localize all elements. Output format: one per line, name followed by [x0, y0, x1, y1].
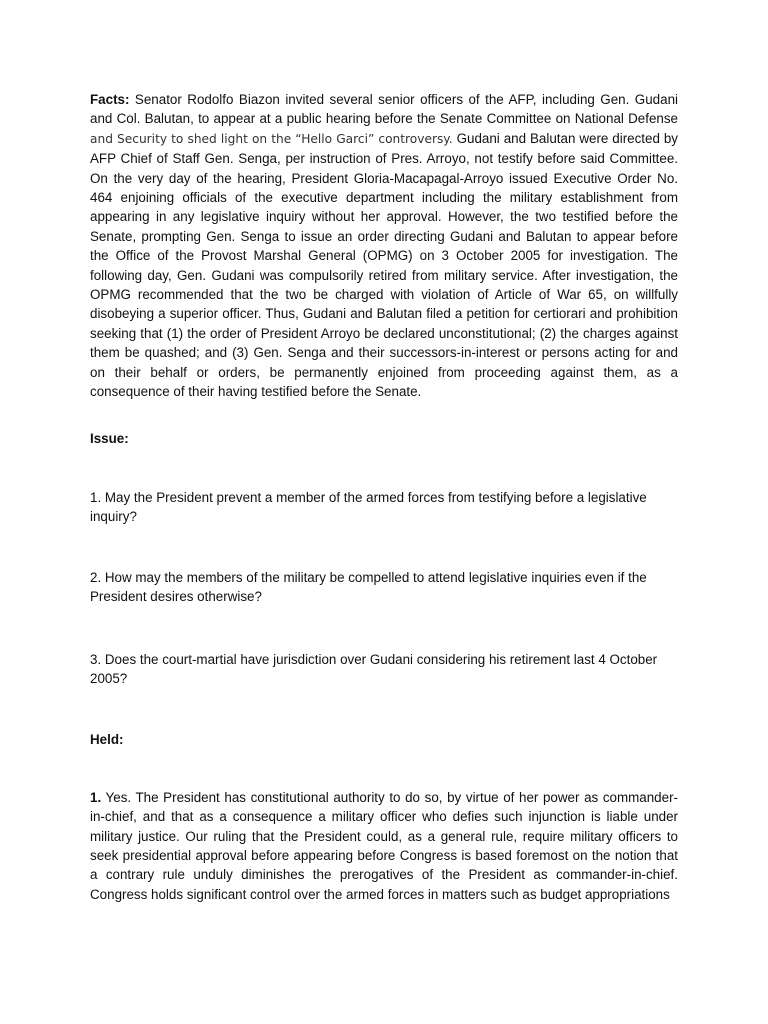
facts-paragraph [90, 90, 678, 402]
held-heading: Held: [90, 732, 124, 748]
issue-question-1: 1. May the President prevent a member of the armed forces from testifying before a legislative inquiry? [90, 489, 647, 525]
facts-label: Facts: [90, 92, 130, 107]
facts-text-part3: Gudani and Balutan were directed by AFP Chief of Staff Gen. Senga, per instruction of Pres. Arroyo, not testify before said Committee. On the very day of the hearing, President Gloria-Macapagal-Arroyo issued Executive Order No. 464 enjoining officials of the executive department including the military establishment from appearing in any legislative inquiry without her approval. However, the two testified before the Senate, prompting Gen. Senga to issue an order directing Gudani and Balutan to appear before the Office of the Provost Marshal General (OPMG) on 3 October 2005 for investigation. The following day, Gen. Gudani was compulsorily retired from military service. After investigation, the OPMG recommended that the two be charged with violation of Article of War 65, on willfully disobeying a superior officer. Thus, Gudani and Balutan filed a petition for certiorari and prohibition seeking that (1) the order of President Arroyo be declared unconstitutional; (2) the charges against them be quashed; and (3) Gen. Senga and their successors-in-interest or persons acting for and on their behalf or orders, be permanently enjoined from proceeding against them, as a consequence of their having testified before the Senate. [90, 130, 678, 400]
facts-text-part1: Senator Rodolfo Biazon invited several senior officers of the AFP, including Gen. Gudani and Col. Balutan, to appear at a public hearing before the Senate Committee on National Defense [90, 92, 678, 127]
issue-question-3: 3. Does the court-martial have jurisdiction over Gudani considering his retirement last 4 October 2005? [90, 651, 658, 686]
issue-heading: Issue: [90, 430, 129, 446]
document-page [90, 90, 678, 904]
facts-text-part2: and Security to shed light on the “Hello Garci” controversy. [90, 131, 453, 146]
issue-question-2: 2. How may the members of the military be compelled to attend legislative inquiries even if the President desires otherwise? [90, 569, 647, 605]
held-answer-1-label: 1. [90, 789, 102, 805]
held-answer-1-text: Yes. The President has constitutional authority to do so, by virtue of her power as commander-in-chief, and that as a consequence a military officer who defies such injunction is liable under military justice. Our ruling that the President could, as a general rule, require military officers to seek presidential approval before appearing before Congress is based foremost on the notion that a contrary rule unduly diminishes the prerogatives of the President as commander-in-chief. Congress holds significant control over the armed forces in matters such as budget appropriations [90, 789, 678, 902]
held-answer-1 [90, 788, 678, 904]
